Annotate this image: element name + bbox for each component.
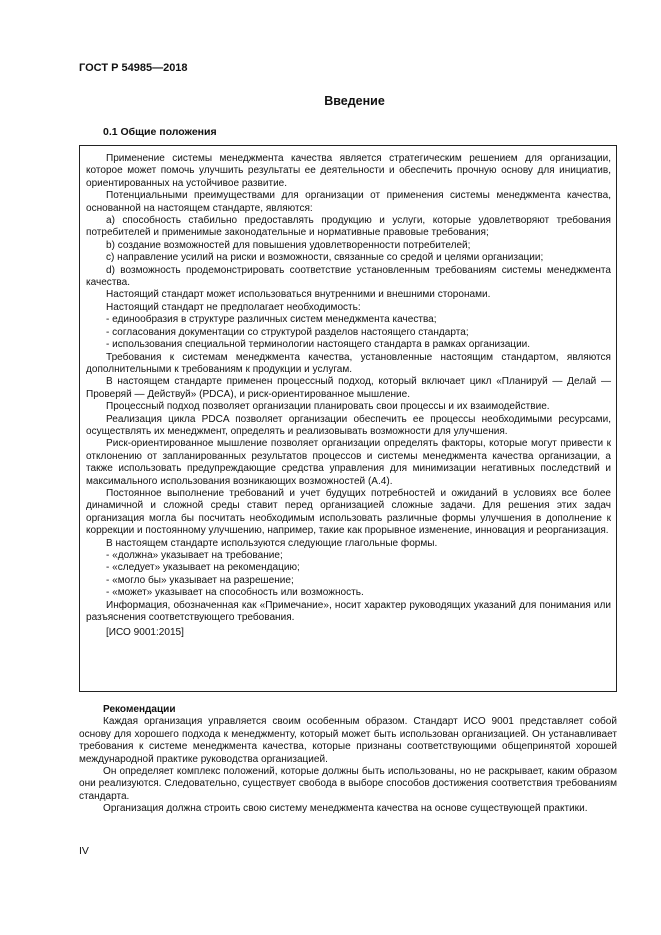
recommendations-title: Рекомендации: [103, 704, 176, 715]
box-dash-item: - «должна» указывает на требование;: [106, 550, 283, 561]
box-paragraph: Процессный подход позволяет организации планировать свои процессы и их взаимодействие.: [106, 401, 550, 413]
box-paragraph: Риск-ориентированное мышление позволяет организации определять факторы, которые могут привести к отклонению от запланированных результатов процессов и системы менеджмента качества организации, а также использовать предупреждающие средства управления для минимизации негативных последствий и максимального использования возникающих возможностей (А.4).: [86, 438, 611, 487]
box-list-item: b) создание возможностей для повышения удовлетворенности потребителей;: [106, 239, 471, 251]
box-dash-item: - «могло бы» указывает на разрешение;: [106, 574, 294, 586]
box-list-item: a) способность стабильно предоставлять продукцию и услуги, которые удовлетворяют требования потребителей и применимые законодательные и нормативные правовые требования;: [86, 215, 611, 239]
page-title: Введение: [324, 94, 385, 108]
recommendations-section: [79, 704, 617, 816]
recommendations-paragraph: Он определяет комплекс положений, которые должны быть использованы, но не раскрывает, каким образом они реализуются. Следовательно, существует свобода в выборе способов достижения соответствия требованиям стандарта.: [79, 766, 617, 802]
document-code: ГОСТ Р 54985—2018: [79, 62, 188, 74]
box-dash-item: - согласования документации со структурой разделов настоящего стандарта;: [106, 326, 469, 338]
page-number: IV: [79, 845, 89, 857]
box-paragraph: Потенциальными преимуществами для организации от применения системы менеджмента качества, основанной на настоящем стандарте, являются:: [86, 190, 611, 214]
box-list-item: d) возможность продемонстрировать соответствие установленным требованиям системы менеджмента качества.: [86, 264, 611, 289]
box-dash-item: - использования специальной терминологии настоящего стандарта в рамках организации.: [106, 339, 531, 351]
recommendations-paragraph: Организация должна строить свою систему менеджмента качества на основе существующей практики.: [103, 803, 588, 815]
box-paragraph: Реализация цикла PDCA позволяет организации обеспечить ее процессы необходимыми ресурсами, осуществлять их менеджмент, определять и реализовывать возможности для улучшения.: [86, 413, 611, 437]
source-reference: [ИСО 9001:2015]: [106, 627, 184, 639]
box-paragraph: Требования к системам менеджмента качества, установленные настоящим стандартом, являются дополнительными к требованиям к продукции и услугам.: [86, 351, 611, 375]
box-paragraph: Применение системы менеджмента качества является стратегическим решением для организации, которое может помочь улучшить результаты ее деятельности и обеспечить прочную основу для инициатив, ориентированных на устойчивое развитие.: [86, 153, 611, 189]
box-dash-item: - единообразия в структуре различных систем менеджмента качества;: [106, 314, 437, 326]
box-paragraph: Постоянное выполнение требований и учет будущих потребностей и ожиданий в условиях все более динамичной и сложной среды ставит перед организацией сложные задачи. Для решения этих задач организация могла бы посчитать необходимым использовать различные формы улучшения в дополнение к коррекции и постоянному улучшению, например, такие как прорывное изменение, инновация и реорганизация.: [86, 487, 611, 537]
box-dash-item: - «следует» указывает на рекомендацию;: [106, 562, 300, 574]
box-list-item: c) направление усилий на риски и возможности, связанные со средой и целями организации;: [106, 252, 544, 264]
box-paragraph: Настоящий стандарт может использоваться внутренними и внешними сторонами.: [106, 289, 491, 301]
recommendations-paragraph: Каждая организация управляется своим особенным образом. Стандарт ИСО 9001 представляет собой основу для хорошего подхода к менеджменту, который может быть использован организацией. Он устанавливает требования к системе менеджмента качества, которые признаны соответствующими общепринятой хорошей международной практике руководства организацией.: [79, 716, 617, 765]
section-heading: 0.1 Общие положения: [103, 126, 217, 138]
box-paragraph: Информация, обозначенная как «Примечание», носит характер руководящих указаний для понимания или разъяснения соответствующего требования.: [86, 599, 611, 624]
quoted-text-box: [79, 145, 617, 692]
box-paragraph: В настоящем стандарте используются следующие глагольные формы.: [106, 537, 438, 549]
box-paragraph: В настоящем стандарте применен процессный подход, который включает цикл «Планируй — Делай — Проверяй — Действуй» (PDCA), и риск-ориентированное мышление.: [86, 376, 611, 400]
box-paragraph: Настоящий стандарт не предполагает необходимость:: [106, 301, 361, 313]
box-dash-item: - «может» указывает на способность или возможность.: [106, 587, 364, 599]
